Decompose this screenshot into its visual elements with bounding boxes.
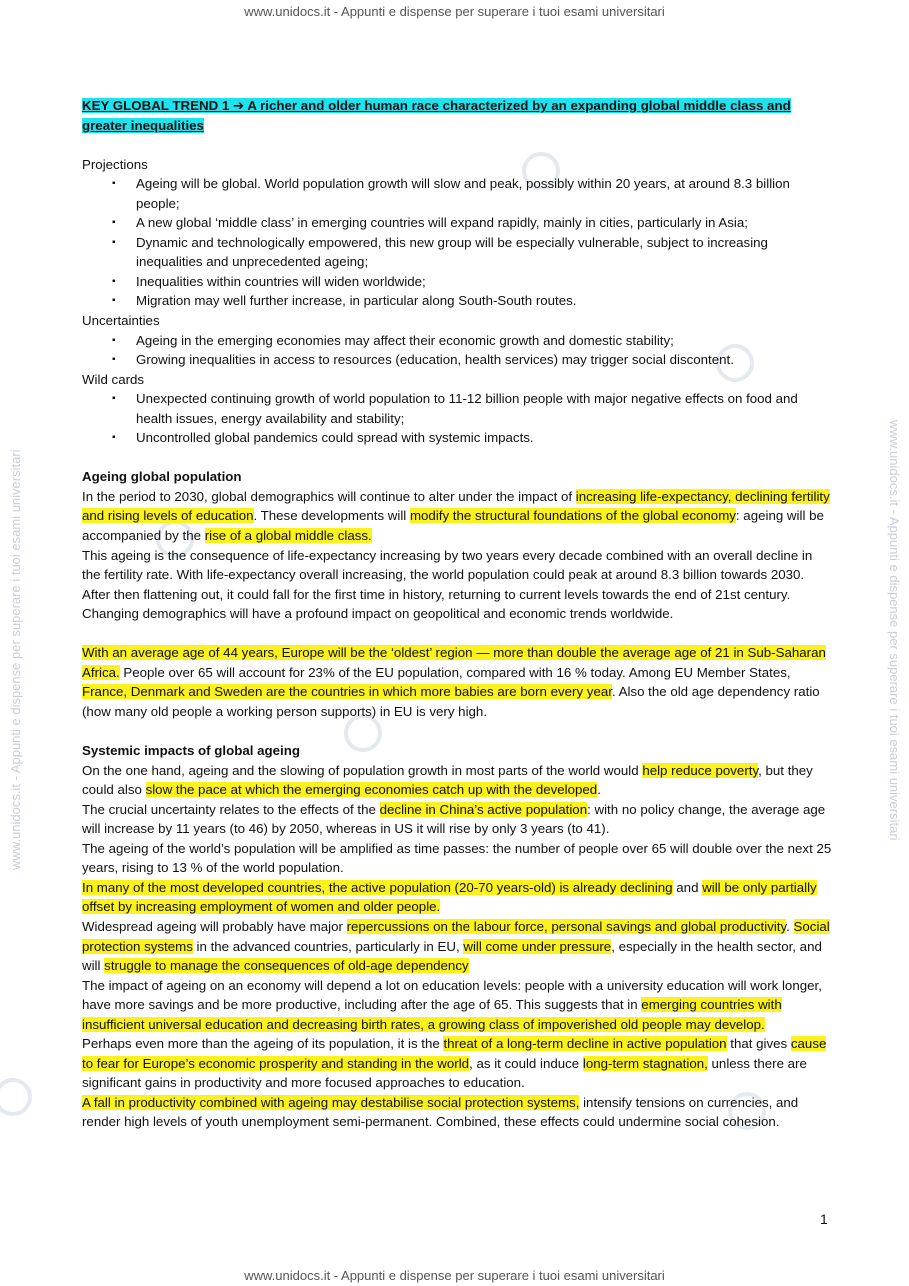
projections-label: Projections <box>82 156 148 172</box>
section-heading: Ageing global population <box>82 469 242 485</box>
highlight: threat of a long-term decline in active population <box>443 1036 727 1052</box>
paragraph: The crucial uncertainty relates to the effects of the decline in China’s active population: with no policy change, the average age will increase by 11 years (to 46) by 2050, whereas in US it will rise by only 3 years (to 41). <box>82 801 826 837</box>
highlight: cause to fear for Europe’s economic prosperity and standing in the world <box>82 1036 827 1071</box>
paragraph: Perhaps even more than the ageing of its population, it is the threat of a long-term decline in active population that gives cause to fear for Europe’s economic prosperity and standing in the world, as it could induce long-term stagnation, unless there are significant gains in productivity and more focused approaches to education. <box>82 1036 827 1091</box>
list-item: ▪ Dynamic and technologically empowered, this new group will be especially vulnerable, subject to increasing inequalities and unprecedented ageing; <box>136 233 832 272</box>
watermark-side-right: www.unidocs.it - Appunti e dispense per superare i tuoi esami universitari <box>887 420 902 841</box>
paragraph: On the one hand, ageing and the slowing of population growth in most parts of the world would help reduce poverty, but they could also slow the pace at which the emerging economies catch up with the developed. <box>82 762 813 798</box>
highlight: emerging countries with insufficient universal education and decreasing birth rates, a growing class of impoverished old people may develop. <box>82 997 782 1032</box>
arrow-right-icon: ➔ <box>232 98 245 113</box>
highlight: A fall in productivity combined with ageing may destabilise social protection systems, <box>82 1094 580 1110</box>
highlight: struggle to manage the consequences of old-age dependency <box>104 958 469 974</box>
highlight: increasing life-expectancy, declining fertility and rising levels of education <box>82 488 830 524</box>
list-item: ▪ Migration may well further increase, in particular along South-South routes. <box>136 291 832 311</box>
paragraph: In the period to 2030, global demographics will continue to alter under the impact of increasing life-expectancy, declining fertility and rising levels of education. These developments will modify the structural foundations of the global economy: ageing will be accompanied by the rise of a global middle class. <box>82 488 830 544</box>
list-item: ▪ A new global ‘middle class’ in emerging countries will expand rapidly, mainly in cities, particularly in Asia; <box>136 213 832 233</box>
highlight: repercussions on the labour force, personal savings and global productivity <box>346 918 787 934</box>
list-item: ▪ Growing inequalities in access to resources (education, health services) may trigger social discontent. <box>136 350 832 370</box>
watermark-footer: www.unidocs.it - Appunti e dispense per superare i tuoi esami universitari <box>244 1268 665 1283</box>
trend-title: KEY GLOBAL TREND 1 ➔ A richer and older human race characterized by an expanding global middle class and greater inequalities <box>82 98 791 133</box>
watermark-header: www.unidocs.it - Appunti e dispense per superare i tuoi esami universitari <box>244 4 665 19</box>
highlight: help reduce poverty <box>642 762 759 778</box>
watermark-side-left: www.unidocs.it - Appunti e dispense per superare i tuoi esami universitari <box>8 449 23 870</box>
highlight: rise of a global middle class. <box>204 528 372 544</box>
paragraph: In many of the most developed countries, the active population (20-70 years-old) is already declining and will be only partially offset by increasing employment of women and older people. <box>82 879 817 915</box>
highlight: will come under pressure <box>463 938 612 954</box>
highlight: France, Denmark and Sweden are the countries in which more babies are born every year <box>82 684 612 700</box>
list-item: ▪ Unexpected continuing growth of world population to 11-12 billion people with major negative effects on food and health issues, energy availability and stability; <box>136 389 832 428</box>
highlight: slow the pace at which the emerging economies catch up with the developed <box>145 782 598 798</box>
document-body <box>82 96 832 1132</box>
section-heading: Systemic impacts of global ageing <box>82 743 300 759</box>
list-item: ▪ Ageing will be global. World population growth will slow and peak, possibly within 20 years, at around 8.3 billion people; <box>136 174 832 213</box>
paragraph: A fall in productivity combined with ageing may destabilise social protection systems, intensify tensions on currencies, and render high levels of youth unemployment semi-permanent. Combined, these effects could undermine social cohesion. <box>82 1094 799 1130</box>
paragraph: The ageing of the world’s population will be amplified as time passes: the number of people over 65 will double over the next 25 years, rising to 13 % of the world population. <box>82 840 832 876</box>
highlight: modify the structural foundations of the global economy <box>409 508 736 524</box>
uncertainties-label: Uncertainties <box>82 313 160 329</box>
wildcards-label: Wild cards <box>82 371 145 387</box>
paragraph: The impact of ageing on an economy will depend a lot on education levels: people with a university education will work longer, have more savings and be more productive, including after the age of 65. This suggests that in emerging countries with insufficient universal education and decreasing birth rates, a growing class of impoverished old people may develop. <box>82 977 822 1032</box>
watermark-logo-icon <box>0 1078 32 1116</box>
highlight: Social protection systems <box>82 918 830 954</box>
paragraph: Widespread ageing will probably have major repercussions on the labour force, personal savings and global productivity. Social protection systems in the advanced countries, particularly in EU, will come under pressure, especially in the health sector, and will struggle to manage the consequences of old-age dependency <box>82 918 830 974</box>
uncertainties-list <box>82 331 832 370</box>
paragraph: With an average age of 44 years, Europe will be the ‘oldest’ region — more than double the average age of 21 in Sub-Saharan Africa. People over 65 will account for 23% of the EU population, compared with 16 % today. Among EU Member States, France, Denmark and Sweden are the countries in which more babies are born every year. Also the old age dependency ratio (how many old people a working person supports) in EU is very high. <box>82 645 826 719</box>
projections-list <box>82 174 832 311</box>
list-item: ▪ Uncontrolled global pandemics could spread with systemic impacts. <box>136 428 832 448</box>
highlight: With an average age of 44 years, Europe will be the ‘oldest’ region — more than double the average age of 21 in Sub-Saharan Africa. <box>82 645 826 680</box>
list-item: ▪ Inequalities within countries will widen worldwide; <box>136 272 832 292</box>
wildcards-list <box>82 389 832 448</box>
highlight: long-term stagnation, <box>582 1055 708 1071</box>
paragraph: This ageing is the consequence of life-expectancy increasing by two years every decade combined with an overall decline in the fertility rate. With life-expectancy overall increasing, the world population could peak at around 8.3 billion towards 2030. After then flattening out, it could fall for the first time in history, returning to current levels towards the end of 21st century. Changing demographics will have a profound impact on geopolitical and economic trends worldwide. <box>82 547 813 622</box>
highlight: will be only partially offset by increasing employment of women and older people. <box>82 879 817 915</box>
page-number: 1 <box>820 1211 828 1227</box>
highlight: In many of the most developed countries, the active population (20-70 years-old) is already declining <box>82 879 673 895</box>
highlight: decline in China’s active population <box>379 801 588 817</box>
list-item: ▪ Ageing in the emerging economies may affect their economic growth and domestic stability; <box>136 331 832 351</box>
